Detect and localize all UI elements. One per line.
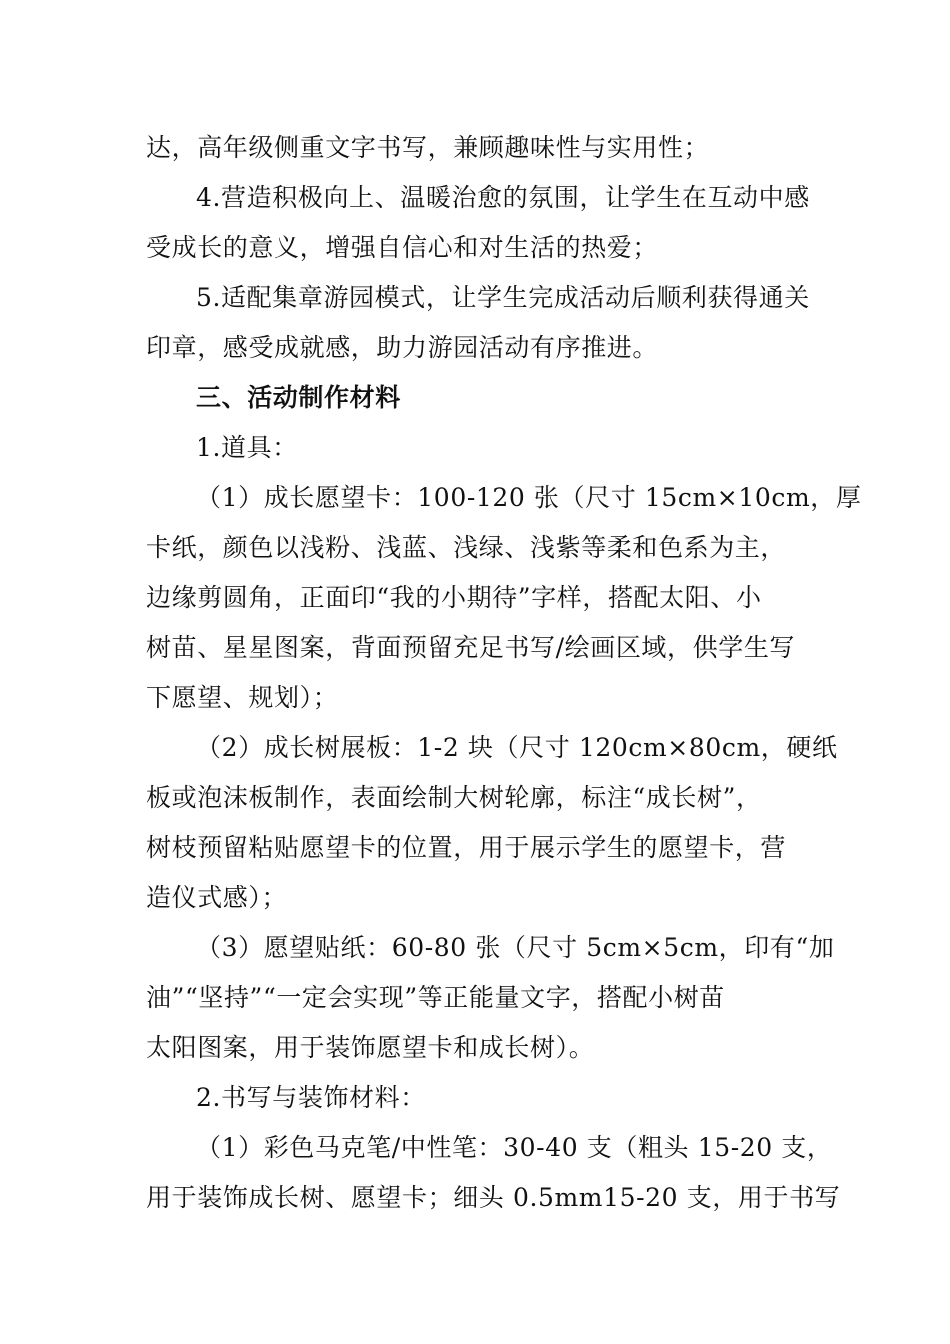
item-markers-line: （1）彩色马克笔/中性笔：30-40 支（粗头 15-20 支， bbox=[196, 1133, 833, 1162]
paragraph-line: 板或泡沫板制作，表面绘制大树轮廓，标注“成长树”， bbox=[146, 783, 762, 812]
paragraph-line: 边缘剪圆角，正面印“我的小期待”字样，搭配太阳、小 bbox=[146, 583, 762, 612]
item-stickers-line: （3）愿望贴纸：60-80 张（尺寸 5cm×5cm，印有“加 bbox=[196, 933, 835, 962]
subheading-writing-materials: 2.书写与装饰材料： bbox=[196, 1083, 426, 1112]
item-growth-tree-line: （2）成长树展板：1-2 块（尺寸 120cm×80cm，硬纸 bbox=[196, 733, 838, 762]
subheading-props: 1.道具： bbox=[196, 433, 298, 462]
paragraph-line: 受成长的意义，增强自信心和对生活的热爱； bbox=[146, 233, 659, 262]
paragraph-line: 用于装饰成长树、愿望卡；细头 0.5mm15-20 支，用于书写 bbox=[146, 1183, 841, 1212]
paragraph-line: 达，高年级侧重文字书写，兼顾趣味性与实用性； bbox=[146, 133, 710, 162]
paragraph-line: 印章，感受成就感，助力游园活动有序推进。 bbox=[146, 333, 659, 362]
paragraph-line: 树苗、星星图案，背面预留充足书写/绘画区域，供学生写 bbox=[146, 633, 796, 662]
paragraph-line: 树枝预留粘贴愿望卡的位置，用于展示学生的愿望卡，营 bbox=[146, 833, 787, 862]
section-heading: 三、活动制作材料 bbox=[196, 383, 401, 412]
paragraph-line: 造仪式感）； bbox=[146, 883, 288, 912]
paragraph-line: 油”“坚持”“一定会实现”等正能量文字，搭配小树苗 bbox=[146, 983, 725, 1012]
paragraph-line: 下愿望、规划）； bbox=[146, 683, 339, 712]
paragraph-line: 太阳图案，用于装饰愿望卡和成长树）。 bbox=[146, 1033, 595, 1062]
item-wish-card-line: （1）成长愿望卡：100-120 张（尺寸 15cm×10cm，厚 bbox=[196, 483, 862, 512]
paragraph-line: 卡纸，颜色以浅粉、浅蓝、浅绿、浅紫等柔和色系为主， bbox=[146, 533, 787, 562]
list-item-5-line: 5.适配集章游园模式，让学生完成活动后顺利获得通关 bbox=[196, 283, 810, 312]
list-item-4-line: 4.营造积极向上、温暖治愈的氛围，让学生在互动中感 bbox=[196, 183, 810, 212]
